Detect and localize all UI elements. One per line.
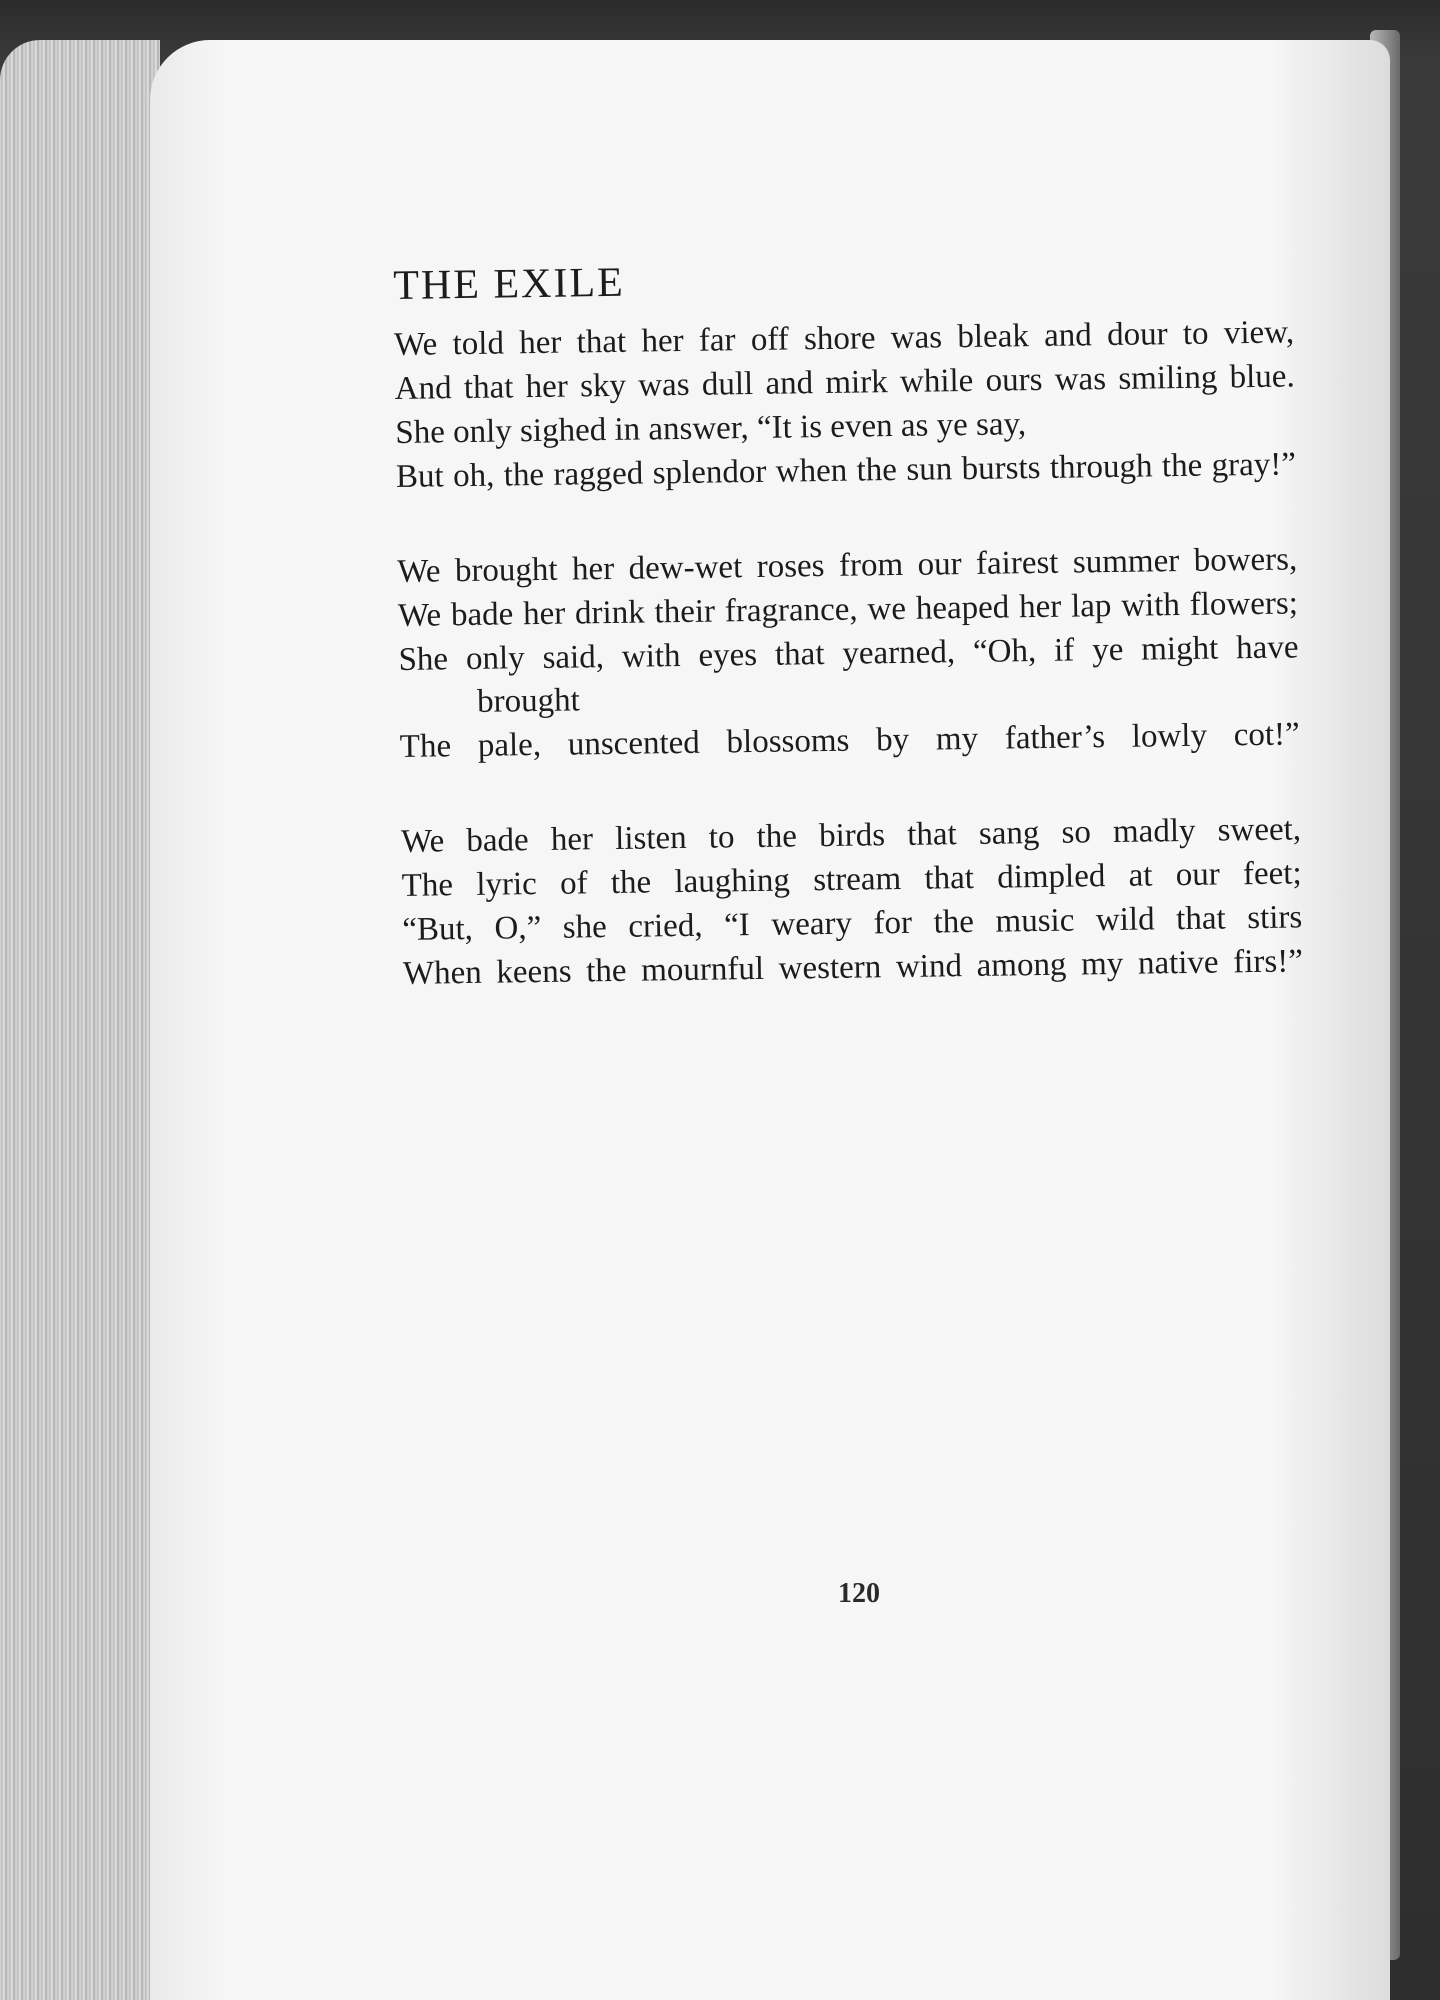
poem-line: The lyric of the laughing stream that dimpled at our feet; — [401, 855, 1302, 904]
poem-line: And that her sky was dull and mirk while ours was smiling blue. — [394, 358, 1295, 407]
poem-line: We bade her listen to the birds that sang so madly sweet, — [400, 811, 1302, 860]
book-page-edges — [0, 40, 160, 2000]
poem-line: She only said, with eyes that yearned, “Oh, if ye might have brought — [398, 629, 1299, 720]
stanza-3 — [401, 808, 1303, 996]
poem-line: We told her that her far off shore was bleak and dour to view, — [393, 314, 1295, 363]
poem-line: But oh, the ragged splendor when the sun bursts through the gray!” — [395, 446, 1297, 495]
page-number: 120 — [838, 1578, 880, 1609]
poem — [393, 249, 1304, 1047]
stanza-1 — [394, 311, 1296, 499]
poem-line: When keens the mournful western wind among my native firs!” — [402, 943, 1304, 992]
poem-line: We bade her drink their fragrance, we heaped her lap with flowers; — [397, 585, 1299, 634]
poem-line: “But, O,” she cried, “I weary for the music wild that stirs — [402, 899, 1303, 948]
poem-title: THE EXILE — [393, 259, 626, 309]
stanza-2 — [397, 538, 1300, 769]
poem-line: We brought her dew-wet roses from our fairest summer bowers, — [397, 541, 1298, 590]
poem-line: She only sighed in answer, “It is even as ye say, — [395, 406, 1027, 451]
poem-line: The pale, unscented blossoms by my father’s lowly cot!” — [399, 716, 1300, 765]
